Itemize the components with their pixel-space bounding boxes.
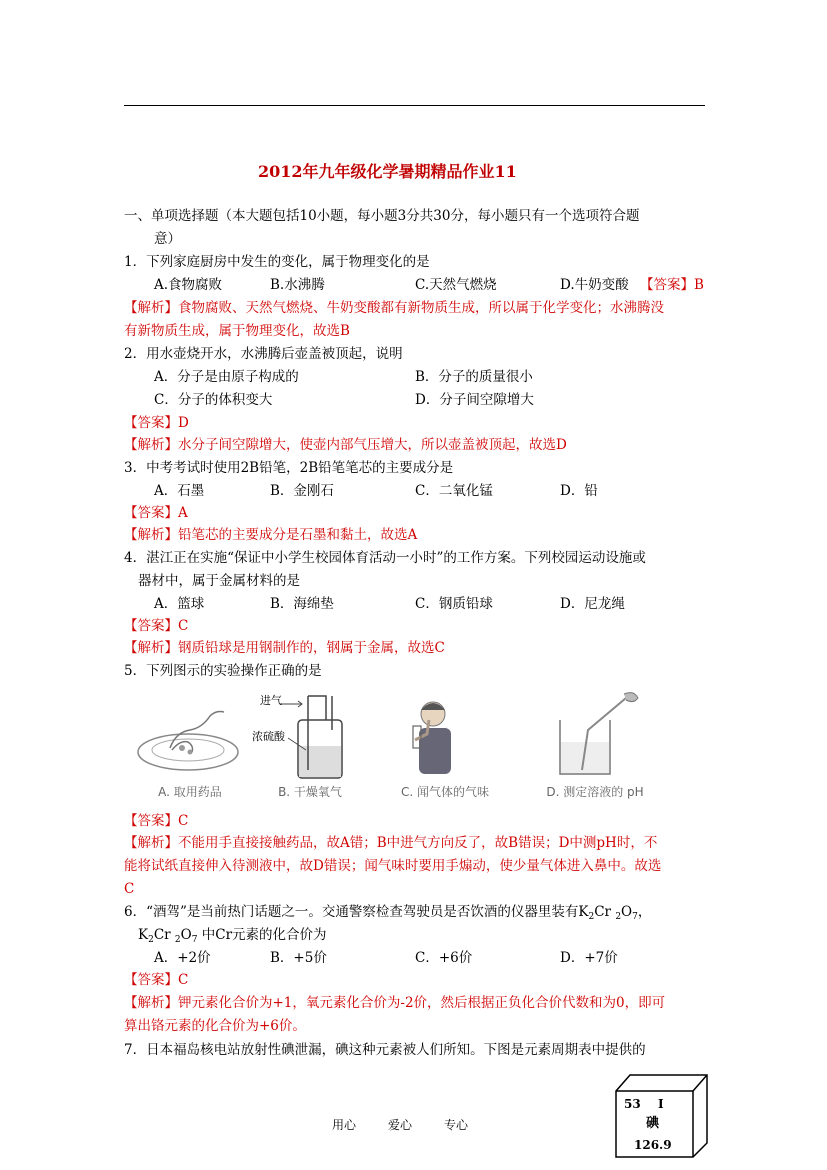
header-rule (124, 105, 705, 106)
q2-analysis: 【解析】水分子间空隙增大，使壶内部气压增大，所以壶盖被顶起，故选D (124, 437, 567, 453)
footer-text-1: 用心 (332, 1118, 357, 1132)
q6-formula2-k-sub: 2 (148, 935, 154, 945)
q5-caption-b: B. 干燥氧气 (278, 785, 342, 799)
q2-option-d: D．分子间空隙增大 (415, 392, 534, 408)
q6-formula2-k: K (138, 927, 149, 943)
q1-option-d: D.牛奶变酸 (560, 277, 629, 293)
element-name: 碘 (646, 1116, 660, 1131)
q6-stem-text: 6．“酒驾”是当前热门话题之一。交通警察检查驾驶员是否饮酒的仪器里装有K (124, 904, 589, 920)
q5-figure-b-acid-label: 浓硫酸 (252, 730, 285, 743)
q4-option-a: A．篮球 (154, 596, 205, 612)
q5-answer: 【答案】C (124, 813, 189, 829)
q6-analysis-cont: 算出铬元素的化合价为+6价。 (124, 1018, 306, 1034)
q5-figure-d (530, 690, 660, 800)
q6-formula2-o7: 7 (191, 935, 198, 945)
element-card (614, 1073, 709, 1159)
q6-formula-cr: Cr (594, 904, 612, 920)
ph-test-beaker-icon (530, 690, 660, 780)
q6-stem (124, 903, 651, 926)
q6-formula-o: O (621, 904, 633, 920)
q5-caption-c: C. 闻气体的气味 (400, 785, 489, 799)
q7-stem: 7．日本福岛核电站放射性碘泄漏，碘这种元素被人们所知。下图是元素周期表中提供的 (124, 1042, 646, 1058)
q6-option-a: A．+2价 (154, 950, 211, 966)
q6-formula-o7: 7 (632, 912, 638, 922)
q6-stem-rest: 中Cr元素的化合价为 (197, 927, 327, 943)
q6-option-c: C．+6价 (415, 950, 473, 966)
q4-option-b: B．海绵垫 (270, 596, 334, 612)
q2-stem: 2．用水壶烧开水，水沸腾后壶盖被顶起，说明 (124, 346, 403, 362)
q6-stem-cont (138, 926, 327, 949)
q5-figure-c (385, 690, 505, 800)
q1-option-a: A.食物腐败 (154, 277, 223, 293)
q4-option-c: C．钢质铅球 (415, 596, 493, 612)
q3-option-b: B．金刚石 (270, 483, 334, 499)
q3-option-a: A．石墨 (154, 483, 205, 499)
q5-analysis-cont: 能将试纸直接伸入待测液中，故D错误；闻气味时要用手煽动，使少量气体进入鼻中。故选 (124, 858, 662, 874)
q6-analysis: 【解析】钾元素化合价为+1，氧元素化合价为-2价，然后根据正负化合价代数和为0，即可 (124, 995, 666, 1011)
q1-option-b: B.水沸腾 (270, 277, 325, 293)
q6-answer: 【答案】C (124, 972, 189, 988)
q6-formula2-o: O (180, 927, 192, 943)
q6-formula-k-sub: 2 (588, 912, 595, 922)
q2-option-c: C．分子的体积变大 (154, 392, 273, 408)
q4-stem-cont: 器材中，属于金属材料的是 (138, 573, 300, 589)
q1-stem: 1．下列家庭厨房中发生的变化，属于物理变化的是 (124, 254, 430, 270)
footer-text-3: 专心 (444, 1118, 469, 1132)
q5-caption-a: A. 取用药品 (158, 785, 222, 799)
q2-answer: 【答案】D (124, 415, 189, 431)
q1-analysis: 【解析】食物腐败、天然气燃烧、牛奶变酸都有新物质生成，所以属于化学变化；水沸腾没 (124, 300, 664, 316)
page-title: 2012年九年级化学暑期精品作业11 (258, 162, 517, 181)
q6-option-b: B．+5价 (270, 950, 327, 966)
q1-answer: B (694, 277, 704, 293)
footer-text-2: 爱心 (388, 1118, 413, 1132)
q5-figure-a (130, 690, 250, 800)
q5-figure-b-inlet-label: 进气 (260, 694, 282, 707)
section-heading-cont: 意） (154, 231, 181, 247)
q2-option-b: B．分子的质量很小 (415, 369, 533, 385)
hand-taking-reagent-icon (130, 690, 250, 780)
q4-answer: 【答案】C (124, 618, 189, 634)
q6-formula2-o-sub: 2 (174, 935, 181, 945)
q4-option-d: D．尼龙绳 (560, 596, 625, 612)
q5-analysis: 【解析】不能用手直接接触药品，故A错；B中进气方向反了，故B错误；D中测pH时，不 (124, 835, 658, 851)
q5-analysis-end: C (124, 881, 135, 897)
q6-option-d: D．+7价 (560, 950, 618, 966)
q3-option-c: C．二氧化锰 (415, 483, 493, 499)
q5-stem: 5．下列图示的实验操作正确的是 (124, 663, 322, 679)
q3-stem: 3．中考考试时使用2B铅笔，2B铅笔笔芯的主要成分是 (124, 460, 454, 476)
q6-comma: ， (637, 904, 652, 920)
section-heading: 一、单项选择题（本大题包括10小题，每小题3分共30分，每小题只有一个选项符合题 (124, 208, 640, 224)
q4-stem: 4．湛江正在实施“保证中小学生校园体育活动一小时”的工作方案。下列校园运动设施或 (124, 550, 646, 566)
q3-answer: 【答案】A (124, 505, 188, 521)
q5-caption-d: D. 测定溶液的 pH (546, 785, 644, 799)
element-symbol: I (658, 1097, 664, 1111)
q1-option-c: C.天然气燃烧 (415, 277, 497, 293)
q3-option-d: D．铅 (560, 483, 598, 499)
q2-option-a: A．分子是由原子构成的 (154, 369, 299, 385)
q4-analysis: 【解析】钢质铅球是用钢制作的，钢属于金属，故选C (124, 640, 445, 656)
q3-analysis: 【解析】铅笔芯的主要成分是石墨和黏土，故选A (124, 527, 418, 543)
element-mass: 126.9 (634, 1138, 672, 1152)
q1-answer-label: 【答案】 (640, 277, 694, 293)
q6-formula2-cr: Cr (153, 927, 171, 943)
smelling-gas-person-icon (385, 690, 505, 780)
q6-formula-o-sub: 2 (615, 912, 622, 922)
element-number: 53 (624, 1097, 641, 1111)
q1-analysis-cont: 有新物质生成，属于物理变化，故选B (124, 323, 350, 339)
q5-figure-b (250, 690, 370, 800)
